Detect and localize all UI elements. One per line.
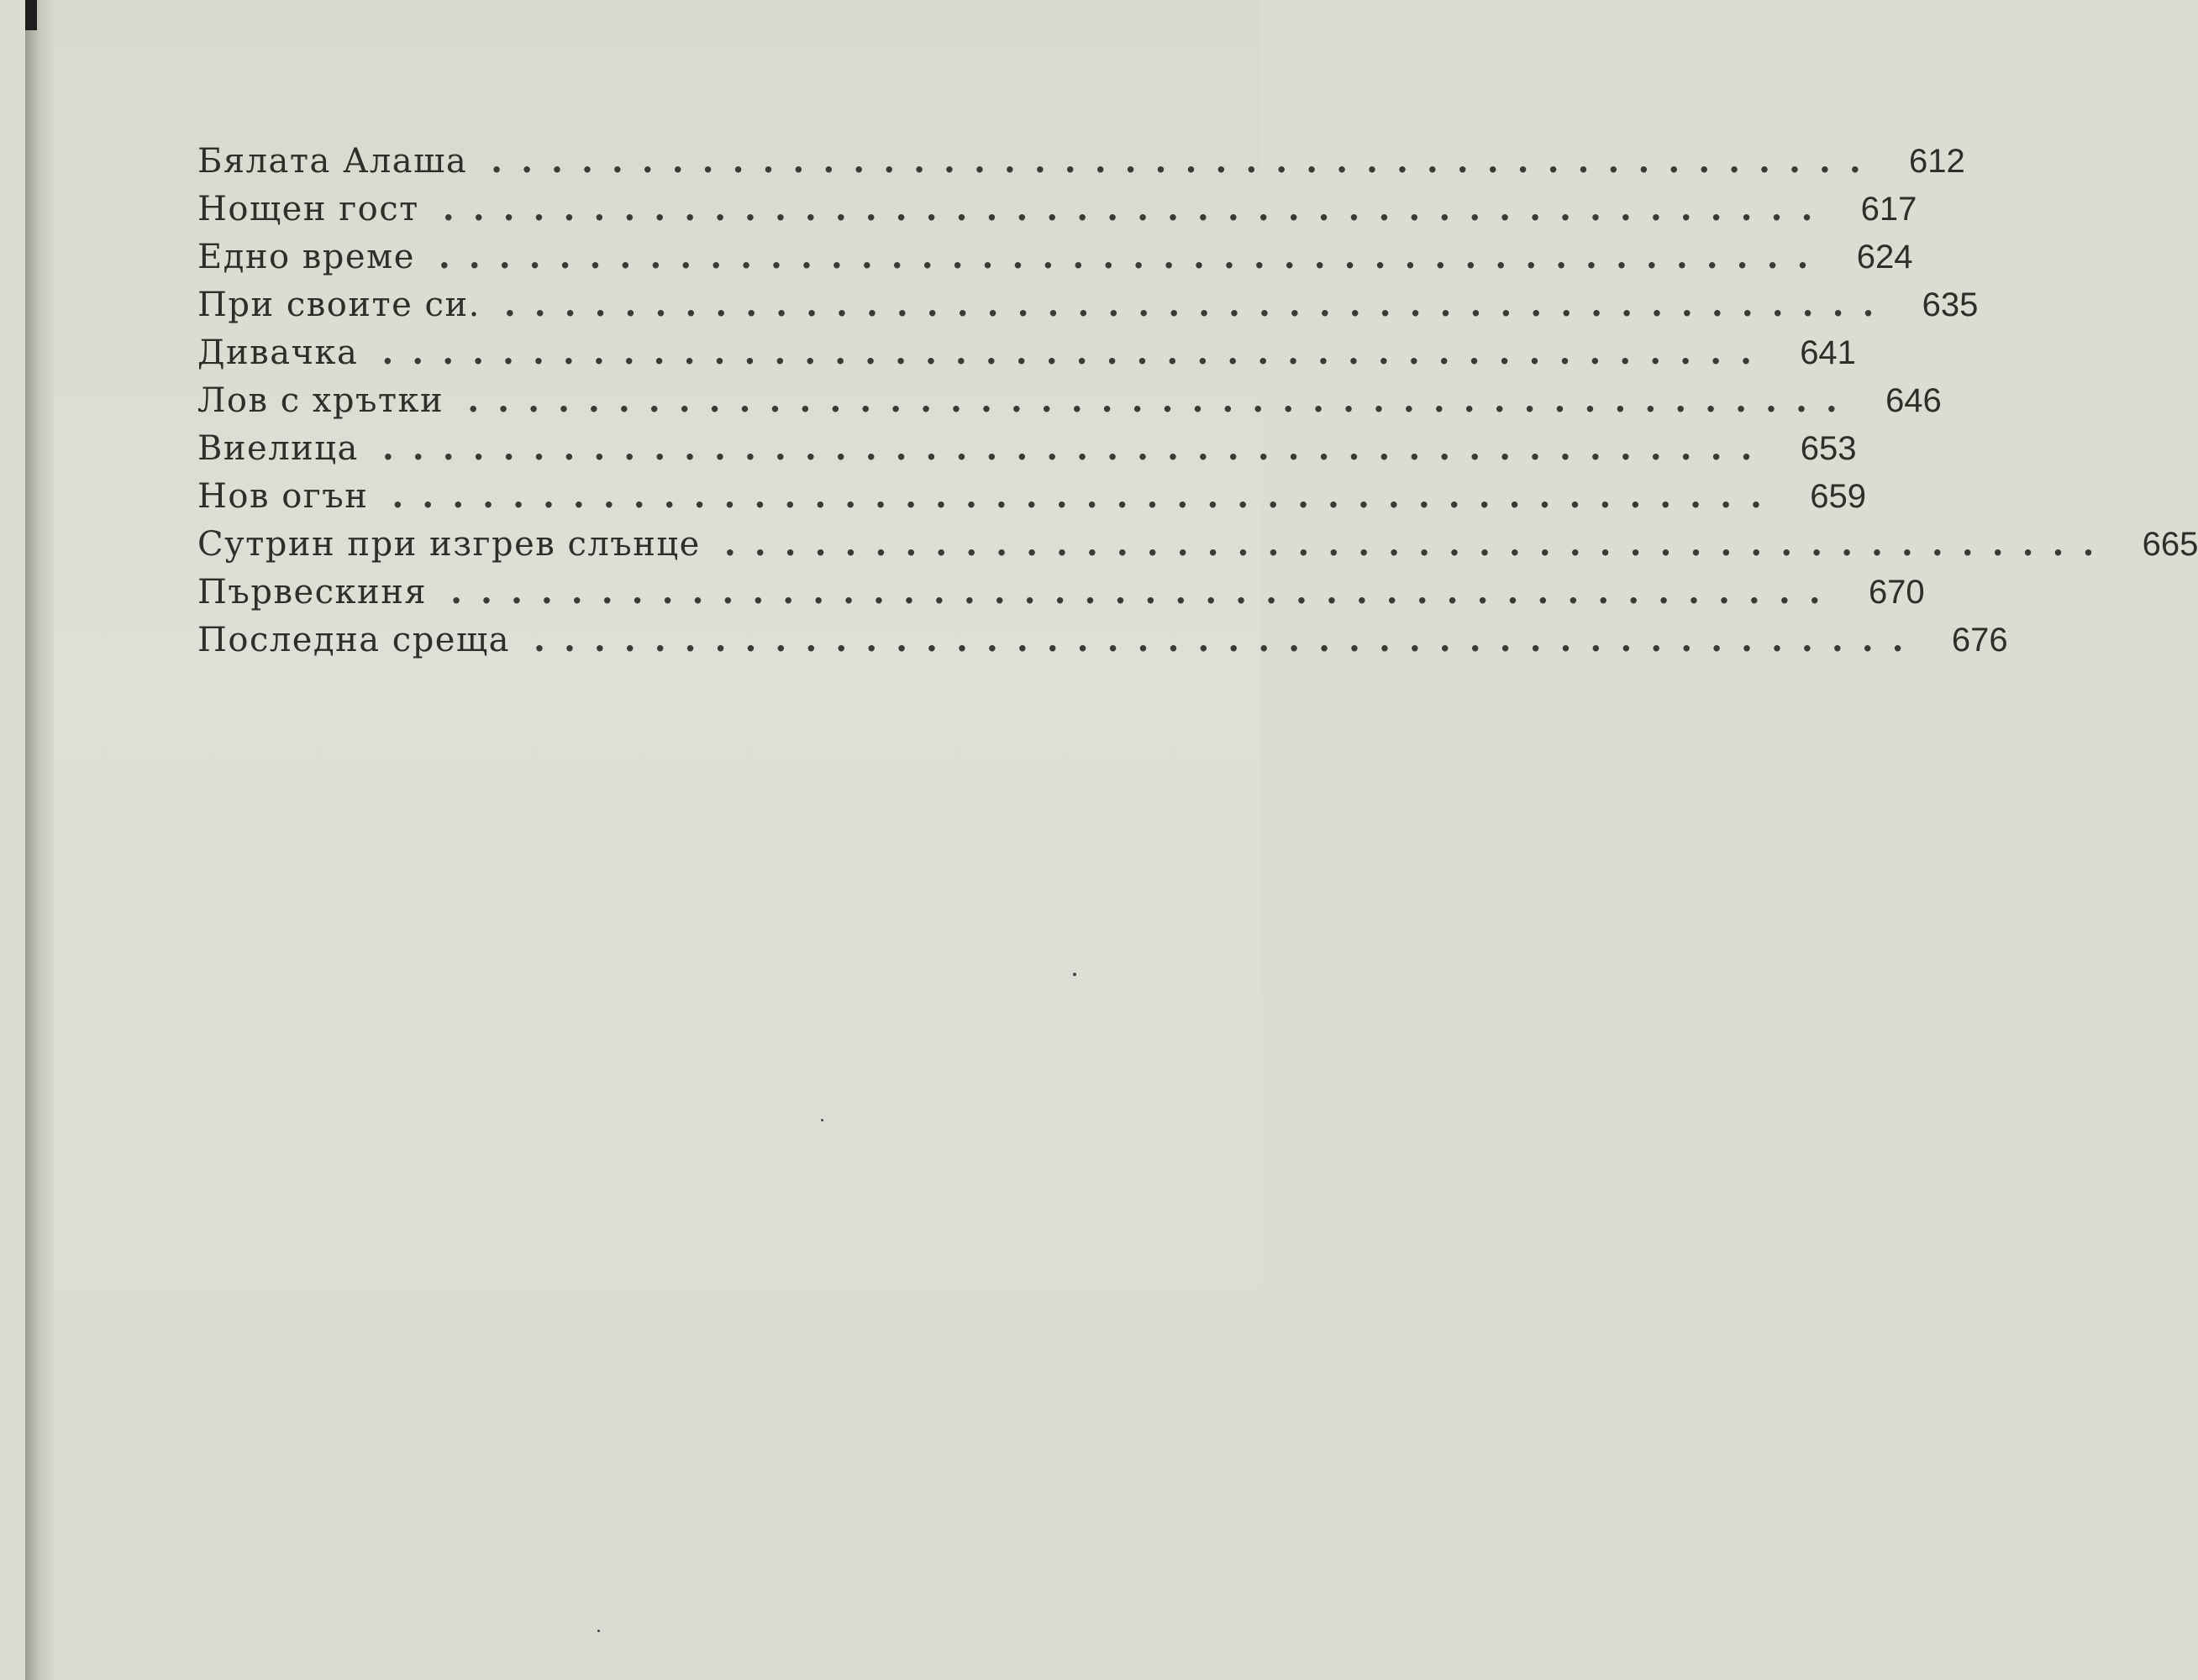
dot-leader: .............................................. <box>723 524 2113 564</box>
toc-entry <box>197 237 1913 285</box>
toc-entry-title: Едно време <box>197 238 415 276</box>
toc-entry <box>197 285 1979 333</box>
toc-entry-page-number: 653 <box>1800 430 1857 467</box>
dot-leader: .............................................. <box>381 333 1770 372</box>
toc-entry-title: Лов с хрътки <box>197 381 444 420</box>
toc-entry-page-number: 670 <box>1868 574 1925 611</box>
toc-entry-page-number: 624 <box>1856 239 1913 276</box>
toc-entry <box>197 572 1925 620</box>
toc-entry-page-number: 665 <box>2142 526 2198 563</box>
toc-entry-title: Дивачка <box>197 333 359 372</box>
toc-entry-page-number: 676 <box>1951 622 2008 659</box>
toc-entry-page-number: 641 <box>1800 334 1856 371</box>
page-corner-mark <box>25 0 37 30</box>
dot-leader: .............................................. <box>381 428 1771 468</box>
toc-entry-title: Последна среща <box>197 621 511 659</box>
paper-speck <box>1073 973 1076 976</box>
table-of-contents <box>197 141 2198 668</box>
paper-speck <box>597 1630 600 1632</box>
dot-leader: .............................................. <box>438 237 1827 276</box>
toc-entry-page-number: 646 <box>1885 382 1942 419</box>
dot-leader: .............................................. <box>491 141 1880 181</box>
toc-entry <box>197 620 2008 668</box>
toc-entry-title: Сутрин при изгрев слънце <box>197 525 701 564</box>
dot-leader: .............................................. <box>534 620 1922 659</box>
toc-entry-title: Виелица <box>197 429 359 468</box>
toc-entry <box>197 333 1856 381</box>
toc-entry <box>197 428 1857 476</box>
dot-leader: .............................................. <box>503 285 1893 324</box>
toc-entry-title: Бялата Алаша <box>197 142 468 181</box>
dot-leader: .............................................. <box>442 189 1832 228</box>
toc-entry <box>197 189 1917 237</box>
toc-entry-page-number: 635 <box>1922 286 1979 323</box>
toc-entry <box>197 381 1942 428</box>
toc-entry-title: При своите си. <box>197 286 481 324</box>
dot-leader: .............................................. <box>450 572 1839 612</box>
toc-entry-title: Нов огън <box>197 477 369 516</box>
toc-entry-page-number: 617 <box>1860 191 1917 228</box>
toc-entry-title: Първескиня <box>197 573 428 612</box>
toc-entry-title: Нощен гост <box>197 190 419 228</box>
toc-entry <box>197 476 1866 524</box>
toc-entry-page-number: 612 <box>1909 143 1965 180</box>
dot-leader: .............................................. <box>392 476 1780 516</box>
paper-speck <box>821 1119 823 1121</box>
dot-leader: .............................................. <box>467 381 1856 420</box>
book-page <box>25 0 2198 1680</box>
toc-entry-page-number: 659 <box>1810 478 1866 515</box>
toc-entry <box>197 141 1965 189</box>
binding-shadow <box>25 0 54 1680</box>
toc-entry <box>197 524 2198 572</box>
